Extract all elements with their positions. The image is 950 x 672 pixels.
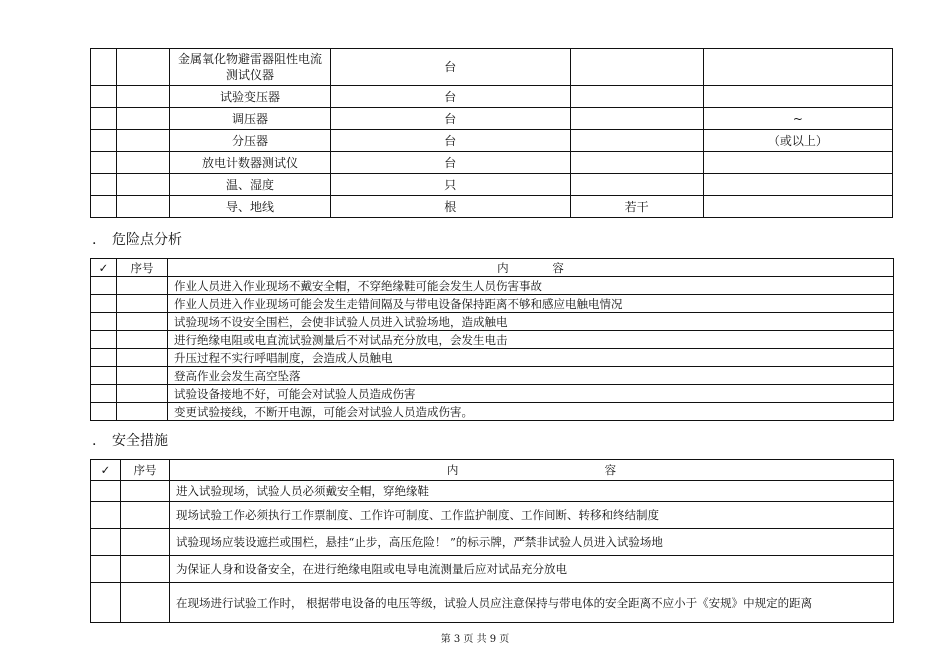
table-row: [91, 502, 894, 529]
equipment-name: 分压器: [170, 130, 331, 152]
equipment-row: [91, 196, 893, 218]
safety-content: 为保证人身和设备安全，在进行绝缘电阻或电导电流测量后应对试品充分放电: [170, 556, 894, 583]
safety-table: [90, 459, 894, 623]
safety-content: 试验现场应装设遮拦或围栏，悬挂“止步，高压危险！ ”的标示牌，严禁非试验人员进入试验场地: [170, 529, 894, 556]
table-header: [91, 460, 894, 481]
safety-section-heading: [92, 430, 168, 450]
equipment-note: （或以上）: [703, 130, 892, 152]
section-number: .: [92, 433, 97, 449]
equipment-qty: [570, 86, 703, 108]
equipment-unit: 台: [330, 86, 570, 108]
equipment-note: [703, 49, 892, 86]
equipment-note: [703, 152, 892, 174]
table-row: [91, 313, 894, 331]
equipment-row: [91, 174, 893, 196]
table-row: [91, 295, 894, 313]
table-row: [91, 481, 894, 502]
table-row: [91, 385, 894, 403]
risk-section-heading: [92, 229, 182, 249]
equipment-qty: 若干: [570, 196, 703, 218]
content-header: 内 容: [170, 460, 894, 481]
seq-header: 序号: [121, 460, 170, 481]
equipment-name: 金属氧化物避雷器阻性电流测试仪器: [170, 49, 331, 86]
table-row: [91, 277, 894, 295]
content-header: 内 容: [168, 259, 894, 277]
section-title: 安全措施: [112, 433, 168, 449]
section-number: .: [92, 232, 97, 248]
table-row: [91, 331, 894, 349]
equipment-row: [91, 49, 893, 86]
equipment-note: [703, 86, 892, 108]
risk-content: 变更试验接线，不断开电源，可能会对试验人员造成伤害。: [168, 403, 894, 421]
table-row: [91, 349, 894, 367]
equipment-name: 试验变压器: [170, 86, 331, 108]
safety-content: 现场试验工作必须执行工作票制度、工作许可制度、工作监护制度、工作间断、转移和终结制度: [170, 502, 894, 529]
page-footer: 第 3 页 共 9 页: [440, 634, 510, 645]
table-row: [91, 403, 894, 421]
safety-content: 进入试验现场，试验人员必须戴安全帽，穿绝缘鞋: [170, 481, 894, 502]
equipment-name: 导、地线: [170, 196, 331, 218]
risk-content: 作业人员进入作业现场不戴安全帽，不穿绝缘鞋可能会发生人员伤害事故: [168, 277, 894, 295]
equipment-qty: [570, 130, 703, 152]
equipment-row: [91, 86, 893, 108]
risk-content: 登高作业会发生高空坠落: [168, 367, 894, 385]
equipment-qty: [570, 108, 703, 130]
equipment-qty: [570, 174, 703, 196]
equipment-row: [91, 108, 893, 130]
equipment-unit: 台: [330, 49, 570, 86]
table-row: [91, 529, 894, 556]
seq-header: 序号: [117, 259, 168, 277]
risk-content: 作业人员进入作业现场可能会发生走错间隔及与带电设备保持距离不够和感应电触电情况: [168, 295, 894, 313]
risk-content: 进行绝缘电阻或电直流试验测量后不对试品充分放电，会发生电击: [168, 331, 894, 349]
equipment-qty: [570, 152, 703, 174]
check-header: ✓: [91, 259, 117, 277]
equipment-unit: 根: [330, 196, 570, 218]
equipment-table: [90, 48, 893, 218]
equipment-unit: 只: [330, 174, 570, 196]
equipment-unit: 台: [330, 108, 570, 130]
table-header: [91, 259, 894, 277]
equipment-name: 温、湿度: [170, 174, 331, 196]
table-row: [91, 556, 894, 583]
equipment-unit: 台: [330, 130, 570, 152]
safety-content: 在现场进行试验工作时， 根据带电设备的电压等级，试验人员应注意保持与带电体的安全距离不应小于《安规》中规定的距离: [170, 583, 894, 623]
table-row: [91, 367, 894, 385]
equipment-name: 调压器: [170, 108, 331, 130]
equipment-unit: 台: [330, 152, 570, 174]
table-row: [91, 583, 894, 623]
equipment-row: [91, 130, 893, 152]
equipment-name: 放电计数器测试仪: [170, 152, 331, 174]
equipment-note: [703, 196, 892, 218]
section-title: 危险点分析: [112, 232, 182, 248]
check-header: ✓: [91, 460, 121, 481]
risk-content: 升压过程不实行呼唱制度，会造成人员触电: [168, 349, 894, 367]
equipment-note: [703, 174, 892, 196]
risk-content: 试验现场不设安全围栏，会使非试验人员进入试验场地，造成触电: [168, 313, 894, 331]
risk-content: 试验设备接地不好，可能会对试验人员造成伤害: [168, 385, 894, 403]
equipment-note: ~: [703, 108, 892, 130]
equipment-row: [91, 152, 893, 174]
equipment-qty: [570, 49, 703, 86]
risk-table: [90, 258, 894, 421]
